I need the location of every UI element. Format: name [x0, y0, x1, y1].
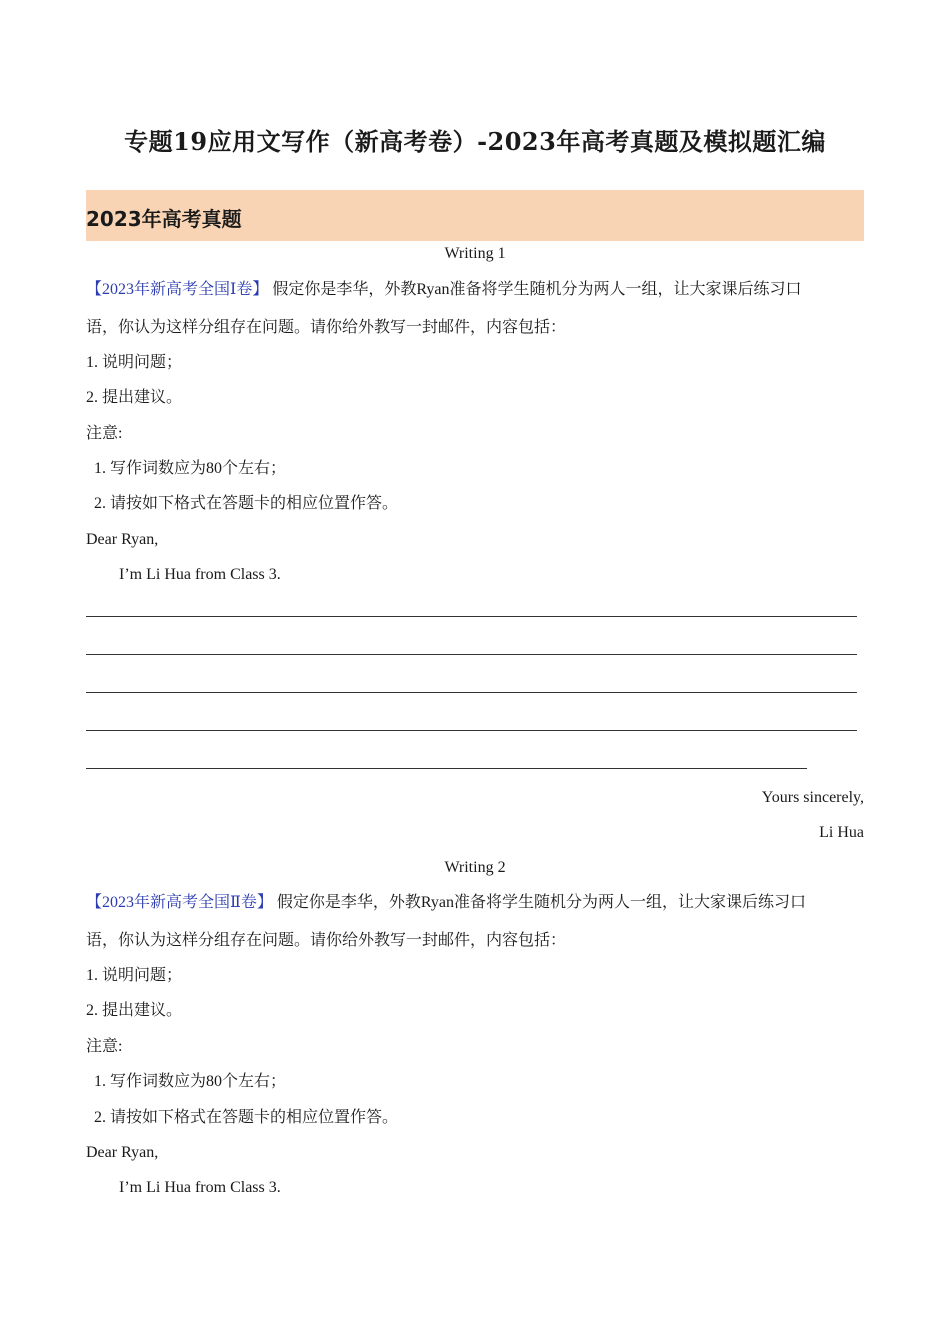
writing-1-point-1: 1. 说明问题； — [86, 354, 183, 371]
writing-1-note-1: 1. 写作词数应为80个左右； — [94, 460, 287, 477]
writing-1-note-label: 注意: — [86, 425, 123, 442]
answer-line — [86, 616, 857, 617]
writing-2-prompt-first-line — [86, 893, 806, 913]
answer-line — [86, 692, 857, 693]
writing-1-opening: I’m Li Hua from Class 3. — [119, 566, 281, 583]
writing-1-prompt-second-line: 语，你认为这样分组存在问题。请你给外教写一封邮件，内容包括： — [86, 319, 567, 336]
writing-1-note-2: 2. 请按如下格式在答题卡的相应位置作答。 — [94, 495, 399, 512]
writing-2-point-1: 1. 说明问题； — [86, 967, 183, 984]
writing-2-point-2: 2. 提出建议。 — [86, 1002, 183, 1019]
writing-2-note-2: 2. 请按如下格式在答题卡的相应位置作答。 — [94, 1109, 399, 1126]
writing-1-heading: Writing 1 — [444, 245, 506, 262]
writing-2-heading: Writing 2 — [444, 859, 506, 876]
writing-1-point-2: 2. 提出建议。 — [86, 389, 183, 406]
writing-2-note-label: 注意: — [86, 1038, 123, 1055]
writing-2-prompt-text: 假定你是李华，外教Ryan准备将学生随机分为两人一组，让大家课后练习口 — [276, 894, 807, 911]
answer-line — [86, 730, 857, 731]
writing-2-opening: I’m Li Hua from Class 3. — [119, 1179, 281, 1196]
writing-1-signature: Li Hua — [819, 824, 864, 841]
answer-line — [86, 768, 807, 769]
answer-line — [86, 654, 857, 655]
section-title: 2023年高考真题 — [86, 207, 242, 231]
writing-1-prompt-text: 假定你是李华，外教Ryan准备将学生随机分为两人一组，让大家课后练习口 — [272, 281, 802, 298]
writing-1-prompt-first-line — [86, 280, 801, 300]
writing-2-exam-tag: 【2023年新高考全国Ⅱ卷】 — [86, 894, 273, 911]
page-title: 专题19应用文写作（新高考卷）-2023年高考真题及模拟题汇编 — [124, 127, 826, 156]
writing-2-prompt-second-line: 语，你认为这样分组存在问题。请你给外教写一封邮件，内容包括： — [86, 932, 567, 949]
writing-1-salutation: Dear Ryan, — [86, 531, 159, 548]
writing-2-salutation: Dear Ryan, — [86, 1144, 159, 1161]
writing-1-closing: Yours sincerely, — [761, 789, 864, 806]
writing-2-note-1: 1. 写作词数应为80个左右； — [94, 1073, 287, 1090]
writing-1-exam-tag: 【2023年新高考全国Ⅰ卷】 — [86, 281, 269, 298]
